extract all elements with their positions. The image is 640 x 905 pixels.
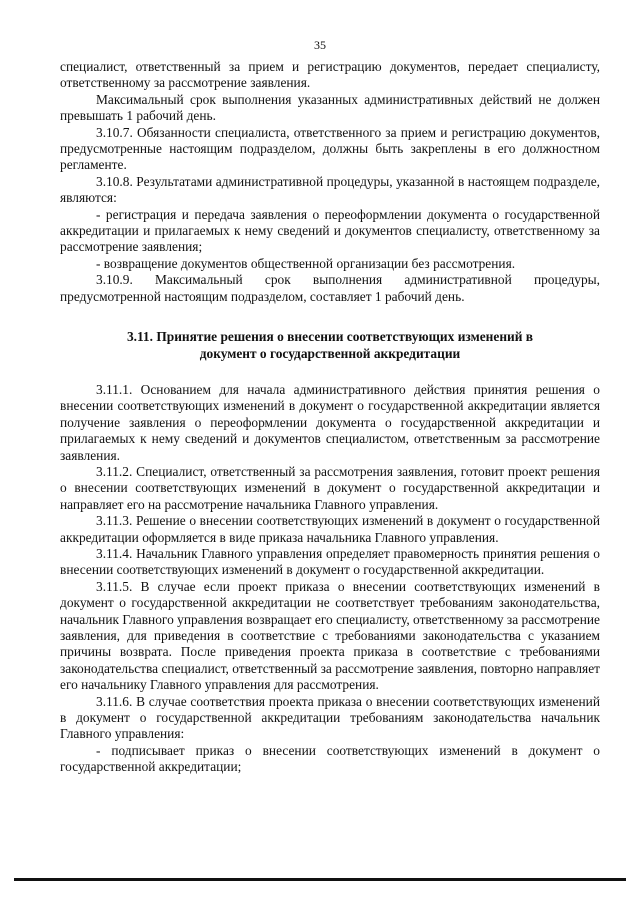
paragraph: 3.11.5. В случае если проект приказа о внесении соответствующих изменений в документ о государственной аккредитации не соответствует требованиям законодательства, начальник Главного управления возвращает его специалисту, ответственному за рассмотрение заявления, для приведения в соответствие с требованиями законодательства с указанием причины возврата. После приведения проекта приказа в соответствие с требованиями законодательства специалист, ответственный за рассмотрение заявления, повторно направляет его начальнику Главного управления для рассмотрения. bbox=[60, 578, 601, 693]
paragraph: 3.11.6. В случае соответствия проекта приказа о внесении соответствующих изменений в документ о государственной аккредитации требованиям законодательства начальник Главного управления: bbox=[60, 693, 600, 742]
paragraph: специалист, ответственный за прием и регистрацию документов, передает специалисту, ответственному за рассмотрение заявления. bbox=[60, 59, 600, 91]
paragraph: Максимальный срок выполнения указанных административных действий не должен превышать 1 рабочий день. bbox=[60, 91, 600, 124]
paragraph: 3.10.9. Максимальный срок выполнения административной процедуры, предусмотренной настоящим подразделом, составляет 1 рабочий день. bbox=[60, 272, 600, 304]
paragraph: 3.11.1. Основанием для начала административного действия принятия решения о внесении соответствующих изменений в документ о государственной аккредитации является получение заявления о переоформлении документа о государственной аккредитации и прилагаемых к нему сведений и документов специалистом, ответственным за рассмотрение заявления. bbox=[60, 381, 600, 463]
section-heading-line-1: 3.11. Принятие решения о внесении соответствующих изменений в bbox=[126, 329, 534, 345]
section-heading bbox=[60, 329, 600, 362]
list-item: - подписывает приказ о внесении соответствующих изменений в документ о государственной аккредитации; bbox=[60, 742, 600, 775]
paragraph: 3.11.3. Решение о внесении соответствующих изменений в документ о государственной аккредитации оформляется в виде приказа начальника Главного управления. bbox=[60, 513, 600, 545]
paragraph: 3.11.4. Начальник Главного управления определяет правомерность принятия решения о внесении соответствующих изменений в документ о государственной аккредитации. bbox=[60, 545, 600, 578]
scan-edge-line bbox=[14, 878, 626, 881]
document-body bbox=[60, 59, 600, 776]
list-item: - регистрация и передача заявления о переоформлении документа о государственной аккредитации и прилагаемых к нему сведений и документов специалисту, ответственному за рассмотрение заявления; bbox=[60, 206, 600, 255]
list-item: - возвращение документов общественной организации без рассмотрения. bbox=[96, 255, 516, 271]
paragraph: 3.11.2. Специалист, ответственный за рассмотрения заявления, готовит проект решения о внесении соответствующих изменений в документ о государственной аккредитации и направляет его на рассмотрение начальника Главного управления. bbox=[60, 463, 600, 512]
paragraph: 3.10.7. Обязанности специалиста, ответственного за прием и регистрацию документов, предусмотренные настоящим подразделом, должны быть закреплены в его должностном регламенте. bbox=[60, 124, 600, 173]
paragraph: 3.10.8. Результатами административной процедуры, указанной в настоящем подразделе, являются: bbox=[60, 173, 600, 206]
section-heading-line-2: документ о государственной аккредитации bbox=[199, 345, 461, 361]
page-number: 35 bbox=[314, 38, 326, 52]
